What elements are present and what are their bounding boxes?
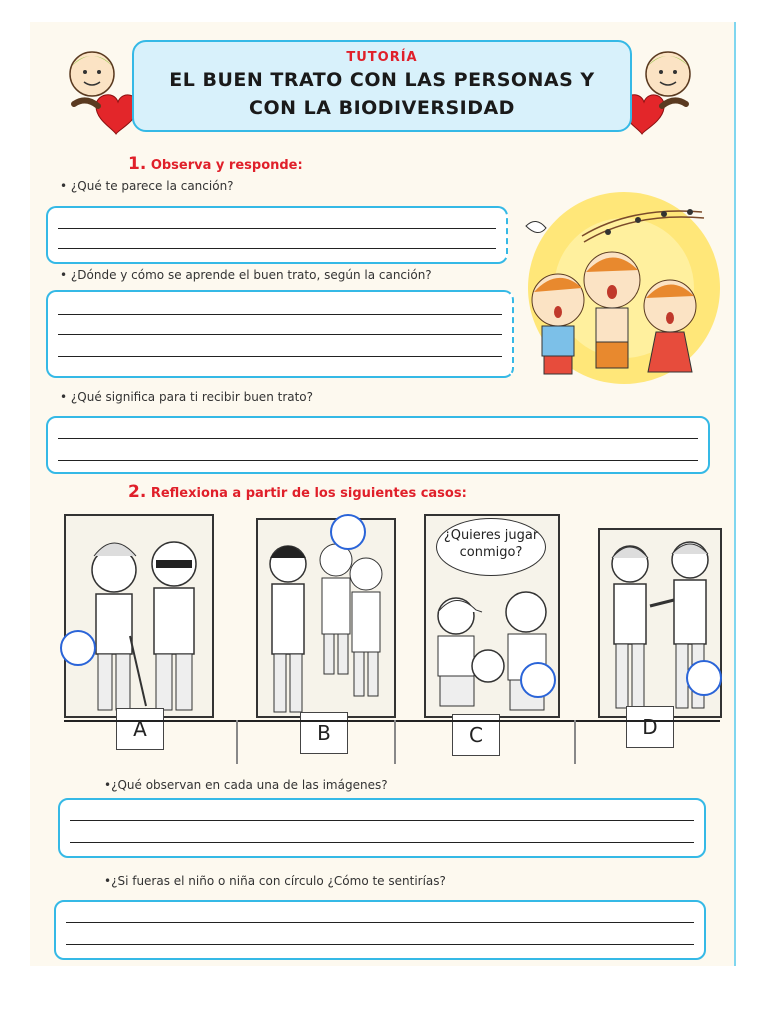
answer-line bbox=[70, 820, 694, 821]
question-3: • ¿Qué significa para ti recibir buen trato? bbox=[60, 390, 314, 404]
children-walking-icon bbox=[66, 516, 212, 716]
highlight-circle-a bbox=[60, 630, 96, 666]
answer-line bbox=[58, 356, 502, 357]
title-banner bbox=[132, 40, 632, 132]
answer-line bbox=[58, 334, 502, 335]
question-2: • ¿Dónde y cómo se aprende el buen trato, según la canción? bbox=[60, 268, 432, 282]
panel-label-c: C bbox=[452, 714, 500, 756]
panel-label-b: B bbox=[300, 712, 348, 754]
section-2-heading bbox=[128, 482, 467, 502]
answer-box-1[interactable] bbox=[46, 206, 508, 264]
page-title-line-2: CON LA BIODIVERSIDAD bbox=[249, 97, 515, 119]
children-whispering-icon bbox=[258, 520, 394, 716]
highlight-circle-d bbox=[686, 660, 722, 696]
answer-line bbox=[58, 248, 496, 249]
question-1: • ¿Qué te parece la canción? bbox=[60, 179, 234, 193]
question-5: •¿Si fueras el niño o niña con círculo ¿Cómo te sentirías? bbox=[104, 874, 446, 888]
highlight-circle-c bbox=[520, 662, 556, 698]
answer-line bbox=[70, 842, 694, 843]
panel-label-d: D bbox=[626, 706, 674, 748]
case-panel-b bbox=[256, 518, 396, 718]
bird-icon bbox=[526, 221, 546, 232]
section-1-heading bbox=[128, 154, 303, 174]
section-2-title: Reflexiona a partir de los siguientes casos: bbox=[150, 486, 467, 501]
answer-line bbox=[58, 314, 502, 315]
panel-divider bbox=[574, 720, 576, 764]
section-2-number: 2. bbox=[128, 482, 147, 502]
answer-box-4[interactable] bbox=[58, 798, 706, 858]
answer-box-2[interactable] bbox=[46, 290, 514, 378]
singing-children-icon bbox=[512, 188, 724, 410]
panel-divider bbox=[394, 720, 396, 764]
kid-heart-mascot-icon bbox=[52, 44, 144, 136]
answer-line bbox=[66, 944, 694, 945]
subject-label: TUTORÍA bbox=[346, 50, 418, 65]
page-edge-line bbox=[734, 22, 736, 966]
answer-box-3[interactable] bbox=[46, 416, 710, 474]
answer-line bbox=[66, 922, 694, 923]
page-title-line-1: EL BUEN TRATO CON LAS PERSONAS Y bbox=[169, 69, 595, 91]
panel-label-a: A bbox=[116, 708, 164, 750]
section-1-number: 1. bbox=[128, 154, 147, 174]
panel-divider bbox=[236, 720, 238, 764]
answer-line bbox=[58, 460, 698, 461]
panel-baseline bbox=[64, 720, 720, 722]
speech-bubble: ¿Quieres jugar conmigo? bbox=[436, 518, 546, 576]
answer-line bbox=[58, 438, 698, 439]
answer-box-5[interactable] bbox=[54, 900, 706, 960]
question-4: •¿Qué observan en cada una de las imágenes? bbox=[104, 778, 388, 792]
answer-line bbox=[58, 228, 496, 229]
highlight-circle-b bbox=[330, 514, 366, 550]
case-panel-a bbox=[64, 514, 214, 718]
section-1-title: Observa y responde: bbox=[150, 158, 303, 173]
